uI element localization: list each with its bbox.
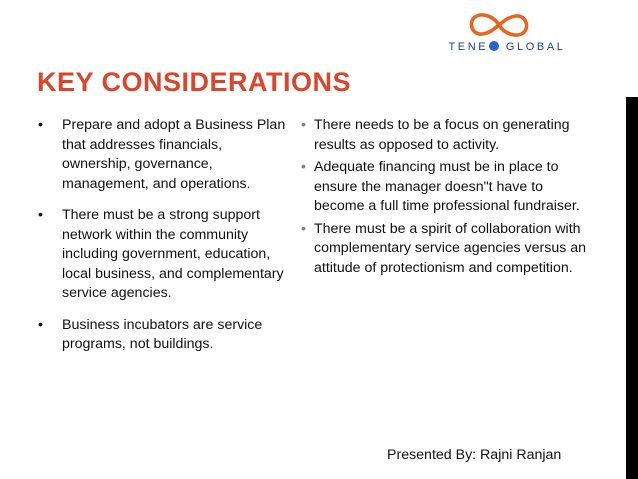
list-item [37,116,287,194]
list-item [298,220,588,279]
company-logo [414,10,600,56]
bullet-dot-icon: • [301,220,306,237]
right-bullet-list [298,116,588,278]
bullet-dot-icon: • [38,316,43,333]
list-item [37,206,287,304]
bullet-text: Adequate financing must be in place to ensure the manager doesn"t have to become a full time professional fundraiser. [314,159,580,214]
bullet-dot-icon: • [301,159,306,175]
list-item [298,158,588,217]
left-bullet-list [37,116,287,355]
globe-icon [489,41,499,51]
infinity-logo-icon [464,10,534,40]
bullet-dot-icon: • [301,117,306,133]
slide-side-bar [626,97,638,479]
bullet-dot-icon: • [38,207,43,223]
logo-text-before: TENE [448,41,489,53]
bullet-text: Prepare and adopt a Business Plan that addresses financials, ownership, governance, management, and operations. [62,117,286,192]
presenter-credit: Presented By: Rajni Ranjan [387,447,562,463]
list-item [37,316,287,355]
bullet-text: There must be a strong support network within the community including government, education, local business, and complementary service agencies. [62,207,284,301]
left-column [37,116,287,367]
list-item [298,116,588,155]
bullet-text: Business incubators are service programs, not buildings. [62,316,263,352]
bullet-text: There must be a spirit of collaboration with complementary service agencies versus an attitude of protectionism and competition. [314,220,587,276]
logo-wordmark [414,41,600,55]
bullet-dot-icon: • [38,117,43,133]
right-column [298,116,588,281]
logo-text-after: GLOBAL [500,41,566,53]
slide-title: KEY CONSIDERATIONS [37,67,352,97]
bullet-text: There needs to be a focus on generating results as opposed to activity. [314,117,570,153]
